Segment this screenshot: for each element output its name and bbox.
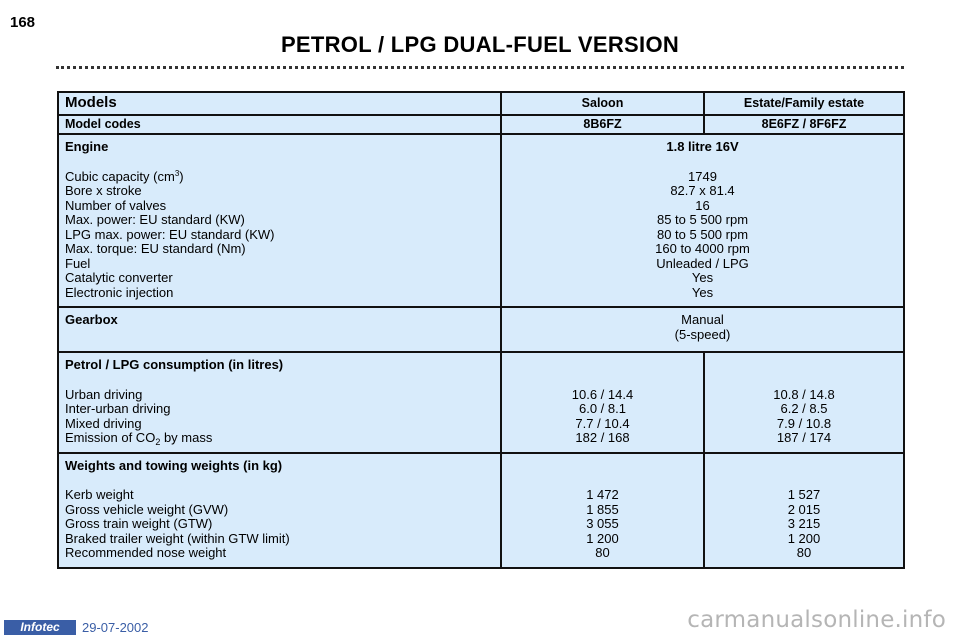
- engine-label: Fuel: [65, 255, 91, 271]
- weights-estate-value: 1 527: [787, 487, 821, 502]
- engine-title: Engine: [65, 139, 109, 154]
- saloon-header: Saloon: [501, 92, 704, 115]
- gearbox-value-detail: (5-speed): [674, 326, 731, 342]
- engine-label: Max. torque: EU standard (Nm): [65, 241, 246, 256]
- engine-value: 16: [695, 197, 710, 213]
- dotted-divider: [56, 66, 904, 69]
- weights-saloon-value: 80: [595, 545, 610, 560]
- weights-estate-values: [704, 453, 904, 568]
- weights-saloon-value: 1 855: [586, 501, 619, 517]
- weights-label: Gross vehicle weight (GVW): [65, 501, 229, 517]
- engine-value: Yes: [691, 270, 714, 285]
- infotec-logo: Infotec: [4, 620, 76, 635]
- consumption-saloon-value: 7.7 / 10.4: [575, 415, 630, 431]
- consumption-label: Inter-urban driving: [65, 401, 171, 416]
- consumption-estate-values: [704, 352, 904, 453]
- model-codes-label: Model codes: [58, 115, 501, 134]
- saloon-code: 8B6FZ: [501, 115, 704, 134]
- weights-label: Braked trailer weight (within GTW limit): [65, 530, 290, 546]
- consumption-label: Urban driving: [65, 386, 143, 402]
- consumption-estate-value: 6.2 / 8.5: [780, 401, 828, 416]
- consumption-labels: [58, 352, 501, 453]
- page-title: PETROL / LPG DUAL-FUEL VERSION: [280, 32, 680, 57]
- engine-value: Unleaded / LPG: [656, 255, 749, 271]
- weights-estate-value: 3 215: [787, 516, 821, 531]
- engine-label-cubic-capacity: Cubic capacity $(cm^3)$: [65, 168, 184, 184]
- footer-date: 29-07-2002: [82, 620, 149, 635]
- weights-label: Gross train weight (GTW): [65, 516, 213, 531]
- engine-section: [58, 134, 904, 307]
- engine-label: LPG max. power: EU standard (KW): [65, 226, 275, 242]
- gearbox-value: Manual: [681, 312, 724, 327]
- weights-saloon-value: 1 200: [586, 530, 619, 546]
- engine-value-title: 1.8 litre 16V: [666, 139, 739, 154]
- consumption-saloon-value: 10.6 / 14.4: [571, 386, 634, 402]
- models-header-row: [58, 92, 904, 115]
- engine-value: 80 to 5 500 rpm: [656, 226, 749, 242]
- weights-estate-value: 2 015: [787, 501, 821, 517]
- weights-label: Recommended nose weight: [65, 545, 227, 560]
- weights-title: Weights and towing weights (in kg): [65, 457, 283, 473]
- weights-section: [58, 453, 904, 568]
- consumption-label: Mixed driving: [65, 415, 142, 431]
- weights-labels: [58, 453, 501, 568]
- specifications-table: [57, 91, 905, 569]
- engine-value: 85 to 5 500 rpm: [656, 212, 749, 227]
- consumption-estate-value: 10.8 / 14.8: [773, 386, 835, 402]
- weights-saloon-value: 1 472: [586, 487, 619, 502]
- consumption-saloon-value: 6.0 / 8.1: [579, 401, 626, 416]
- watermark: carmanualsonline.info: [687, 607, 946, 633]
- gearbox-value-cell: [501, 307, 904, 352]
- gearbox-label-cell: [58, 307, 501, 352]
- consumption-estate-value: 7.9 / 10.8: [776, 415, 832, 431]
- engine-label: Number of valves: [65, 197, 167, 213]
- emission-label: Emission of $CO_2$ by mass: [65, 430, 213, 447]
- consumption-section: [58, 352, 904, 453]
- models-label: Models: [58, 92, 501, 115]
- consumption-saloon-values: [501, 352, 704, 453]
- page-number: 168: [10, 14, 36, 31]
- engine-values: [501, 134, 904, 307]
- consumption-title: Petrol / LPG consumption (in litres): [65, 357, 284, 372]
- weights-estate-value: 1 200: [787, 530, 821, 546]
- estate-code: 8E6FZ / 8F6FZ: [704, 115, 904, 134]
- engine-labels: [58, 134, 501, 307]
- weights-saloon-values: [501, 453, 704, 568]
- engine-label: Catalytic converter: [65, 270, 173, 285]
- engine-label: Max. power: EU standard (KW): [65, 212, 245, 227]
- gearbox-title: Gearbox: [65, 312, 118, 327]
- engine-value: 82.7 x 81.4: [670, 183, 735, 198]
- engine-value: 1749: [688, 168, 717, 184]
- estate-header: Estate/Family estate: [704, 92, 904, 115]
- weights-saloon-value: 3 055: [586, 516, 619, 531]
- engine-value: 160 to 4000 rpm: [655, 241, 750, 256]
- engine-label: Bore x stroke: [65, 183, 142, 198]
- gearbox-section: [58, 307, 904, 352]
- weights-estate-value: 80: [796, 545, 812, 560]
- engine-value: Yes: [691, 284, 714, 300]
- weights-label: Kerb weight: [65, 487, 134, 502]
- model-codes-row: [58, 115, 904, 134]
- emission-saloon-value: 182 / 168: [575, 430, 630, 445]
- emission-estate-value: 187 / 174: [776, 430, 832, 445]
- engine-label: Electronic injection: [65, 284, 174, 300]
